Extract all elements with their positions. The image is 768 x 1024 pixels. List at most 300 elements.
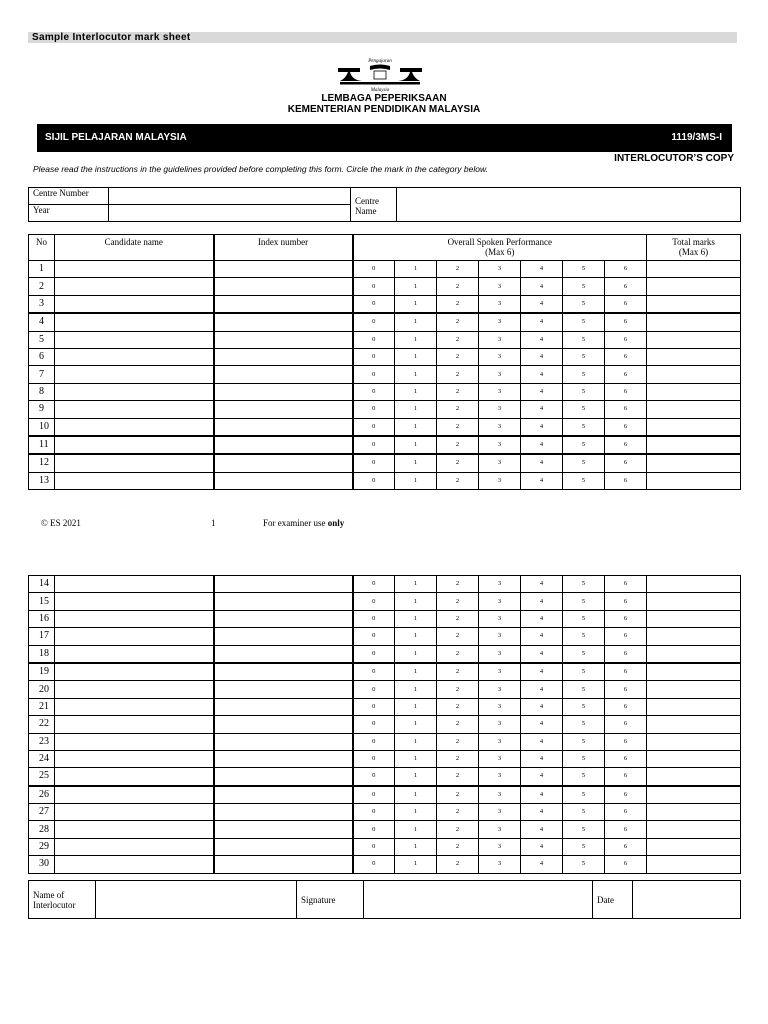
score-option[interactable]: 1 <box>395 348 437 365</box>
index-number-field[interactable] <box>214 628 353 645</box>
score-option[interactable]: 1 <box>395 628 437 645</box>
score-option[interactable]: 4 <box>521 733 563 750</box>
score-option[interactable]: 1 <box>395 698 437 715</box>
score-option[interactable]: 2 <box>437 366 479 383</box>
score-option[interactable]: 5 <box>563 645 605 663</box>
score-option[interactable]: 1 <box>395 366 437 383</box>
score-option[interactable]: 5 <box>563 663 605 681</box>
score-option[interactable]: 6 <box>605 295 647 313</box>
score-option[interactable]: 2 <box>437 576 479 593</box>
score-option[interactable]: 2 <box>437 838 479 855</box>
candidate-name-field[interactable] <box>55 436 214 454</box>
score-option[interactable]: 6 <box>605 472 647 489</box>
index-number-field[interactable] <box>214 576 353 593</box>
score-option[interactable]: 2 <box>437 821 479 838</box>
score-option[interactable]: 1 <box>395 856 437 873</box>
score-option[interactable]: 6 <box>605 366 647 383</box>
score-option[interactable]: 5 <box>563 331 605 348</box>
score-option[interactable]: 1 <box>395 383 437 400</box>
score-option[interactable]: 4 <box>521 804 563 821</box>
score-option[interactable]: 0 <box>353 698 395 715</box>
candidate-name-field[interactable] <box>55 698 214 715</box>
score-option[interactable]: 0 <box>353 750 395 767</box>
candidate-name-field[interactable] <box>55 768 214 786</box>
score-option[interactable]: 3 <box>479 331 521 348</box>
score-option[interactable]: 2 <box>437 768 479 786</box>
score-option[interactable]: 6 <box>605 383 647 400</box>
score-option[interactable]: 0 <box>353 313 395 331</box>
score-option[interactable]: 6 <box>605 436 647 454</box>
score-option[interactable]: 6 <box>605 804 647 821</box>
total-marks-field[interactable] <box>647 576 741 593</box>
score-option[interactable]: 4 <box>521 295 563 313</box>
score-option[interactable]: 0 <box>353 610 395 627</box>
index-number-field[interactable] <box>214 261 353 278</box>
candidate-name-field[interactable] <box>55 366 214 383</box>
score-option[interactable]: 1 <box>395 436 437 454</box>
score-option[interactable]: 3 <box>479 628 521 645</box>
score-option[interactable]: 2 <box>437 610 479 627</box>
total-marks-field[interactable] <box>647 821 741 838</box>
total-marks-field[interactable] <box>647 331 741 348</box>
score-option[interactable]: 3 <box>479 436 521 454</box>
score-option[interactable]: 4 <box>521 313 563 331</box>
score-option[interactable]: 5 <box>563 838 605 855</box>
score-option[interactable]: 3 <box>479 418 521 436</box>
score-option[interactable]: 6 <box>605 856 647 873</box>
score-option[interactable]: 6 <box>605 838 647 855</box>
total-marks-field[interactable] <box>647 261 741 278</box>
candidate-name-field[interactable] <box>55 856 214 873</box>
score-option[interactable]: 4 <box>521 856 563 873</box>
score-option[interactable]: 1 <box>395 716 437 733</box>
score-option[interactable]: 0 <box>353 804 395 821</box>
score-option[interactable]: 4 <box>521 383 563 400</box>
total-marks-field[interactable] <box>647 436 741 454</box>
score-option[interactable]: 0 <box>353 366 395 383</box>
score-option[interactable]: 5 <box>563 576 605 593</box>
index-number-field[interactable] <box>214 786 353 804</box>
total-marks-field[interactable] <box>647 401 741 418</box>
score-option[interactable]: 4 <box>521 401 563 418</box>
score-option[interactable]: 0 <box>353 733 395 750</box>
index-number-field[interactable] <box>214 716 353 733</box>
total-marks-field[interactable] <box>647 593 741 610</box>
candidate-name-field[interactable] <box>55 295 214 313</box>
total-marks-field[interactable] <box>647 838 741 855</box>
score-option[interactable]: 2 <box>437 313 479 331</box>
score-option[interactable]: 2 <box>437 261 479 278</box>
candidate-name-field[interactable] <box>55 838 214 855</box>
index-number-field[interactable] <box>214 856 353 873</box>
score-option[interactable]: 5 <box>563 383 605 400</box>
score-option[interactable]: 6 <box>605 645 647 663</box>
score-option[interactable]: 6 <box>605 261 647 278</box>
candidate-name-field[interactable] <box>55 750 214 767</box>
score-option[interactable]: 0 <box>353 856 395 873</box>
score-option[interactable]: 3 <box>479 366 521 383</box>
score-option[interactable]: 1 <box>395 593 437 610</box>
total-marks-field[interactable] <box>647 366 741 383</box>
index-number-field[interactable] <box>214 838 353 855</box>
candidate-name-field[interactable] <box>55 401 214 418</box>
score-option[interactable]: 3 <box>479 401 521 418</box>
score-option[interactable]: 4 <box>521 436 563 454</box>
score-option[interactable]: 2 <box>437 681 479 698</box>
score-option[interactable]: 6 <box>605 278 647 295</box>
score-option[interactable]: 4 <box>521 628 563 645</box>
score-option[interactable]: 6 <box>605 786 647 804</box>
centre-number-field[interactable] <box>109 188 351 205</box>
index-number-field[interactable] <box>214 804 353 821</box>
score-option[interactable]: 6 <box>605 698 647 715</box>
total-marks-field[interactable] <box>647 768 741 786</box>
score-option[interactable]: 1 <box>395 313 437 331</box>
score-option[interactable]: 2 <box>437 436 479 454</box>
score-option[interactable]: 5 <box>563 593 605 610</box>
score-option[interactable]: 1 <box>395 261 437 278</box>
total-marks-field[interactable] <box>647 804 741 821</box>
score-option[interactable]: 2 <box>437 401 479 418</box>
score-option[interactable]: 2 <box>437 733 479 750</box>
score-option[interactable]: 6 <box>605 348 647 365</box>
score-option[interactable]: 1 <box>395 295 437 313</box>
candidate-name-field[interactable] <box>55 733 214 750</box>
score-option[interactable]: 0 <box>353 278 395 295</box>
score-option[interactable]: 4 <box>521 348 563 365</box>
score-option[interactable]: 2 <box>437 698 479 715</box>
score-option[interactable]: 0 <box>353 645 395 663</box>
score-option[interactable]: 5 <box>563 628 605 645</box>
score-option[interactable]: 5 <box>563 348 605 365</box>
index-number-field[interactable] <box>214 645 353 663</box>
score-option[interactable]: 5 <box>563 278 605 295</box>
score-option[interactable]: 5 <box>563 436 605 454</box>
score-option[interactable]: 0 <box>353 348 395 365</box>
total-marks-field[interactable] <box>647 610 741 627</box>
total-marks-field[interactable] <box>647 663 741 681</box>
score-option[interactable]: 3 <box>479 768 521 786</box>
score-option[interactable]: 2 <box>437 418 479 436</box>
score-option[interactable]: 0 <box>353 768 395 786</box>
score-option[interactable]: 1 <box>395 838 437 855</box>
score-option[interactable]: 5 <box>563 295 605 313</box>
score-option[interactable]: 1 <box>395 418 437 436</box>
score-option[interactable]: 3 <box>479 786 521 804</box>
score-option[interactable]: 4 <box>521 838 563 855</box>
score-option[interactable]: 3 <box>479 804 521 821</box>
total-marks-field[interactable] <box>647 348 741 365</box>
score-option[interactable]: 5 <box>563 768 605 786</box>
index-number-field[interactable] <box>214 401 353 418</box>
score-option[interactable]: 6 <box>605 628 647 645</box>
index-number-field[interactable] <box>214 733 353 750</box>
score-option[interactable]: 4 <box>521 576 563 593</box>
score-option[interactable]: 0 <box>353 472 395 489</box>
total-marks-field[interactable] <box>647 295 741 313</box>
score-option[interactable]: 0 <box>353 295 395 313</box>
score-option[interactable]: 6 <box>605 681 647 698</box>
score-option[interactable]: 0 <box>353 401 395 418</box>
score-option[interactable]: 1 <box>395 733 437 750</box>
score-option[interactable]: 4 <box>521 768 563 786</box>
score-option[interactable]: 3 <box>479 663 521 681</box>
score-option[interactable]: 2 <box>437 804 479 821</box>
score-option[interactable]: 2 <box>437 645 479 663</box>
total-marks-field[interactable] <box>647 313 741 331</box>
candidate-name-field[interactable] <box>55 313 214 331</box>
score-option[interactable]: 6 <box>605 418 647 436</box>
score-option[interactable]: 4 <box>521 593 563 610</box>
score-option[interactable]: 3 <box>479 295 521 313</box>
score-option[interactable]: 2 <box>437 628 479 645</box>
score-option[interactable]: 3 <box>479 278 521 295</box>
candidate-name-field[interactable] <box>55 576 214 593</box>
index-number-field[interactable] <box>214 331 353 348</box>
candidate-name-field[interactable] <box>55 804 214 821</box>
interlocutor-name-field[interactable] <box>96 881 297 919</box>
total-marks-field[interactable] <box>647 645 741 663</box>
score-option[interactable]: 1 <box>395 645 437 663</box>
score-option[interactable]: 1 <box>395 663 437 681</box>
score-option[interactable]: 0 <box>353 681 395 698</box>
score-option[interactable]: 5 <box>563 472 605 489</box>
score-option[interactable]: 3 <box>479 821 521 838</box>
score-option[interactable]: 3 <box>479 348 521 365</box>
score-option[interactable]: 2 <box>437 295 479 313</box>
score-option[interactable]: 0 <box>353 261 395 278</box>
index-number-field[interactable] <box>214 821 353 838</box>
score-option[interactable]: 1 <box>395 576 437 593</box>
score-option[interactable]: 4 <box>521 681 563 698</box>
candidate-name-field[interactable] <box>55 628 214 645</box>
date-field[interactable] <box>633 881 741 919</box>
score-option[interactable]: 1 <box>395 401 437 418</box>
score-option[interactable]: 3 <box>479 383 521 400</box>
score-option[interactable]: 0 <box>353 383 395 400</box>
score-option[interactable]: 6 <box>605 401 647 418</box>
year-field[interactable] <box>109 205 351 222</box>
index-number-field[interactable] <box>214 681 353 698</box>
total-marks-field[interactable] <box>647 698 741 715</box>
score-option[interactable]: 5 <box>563 313 605 331</box>
score-option[interactable]: 3 <box>479 313 521 331</box>
total-marks-field[interactable] <box>647 418 741 436</box>
score-option[interactable]: 6 <box>605 716 647 733</box>
total-marks-field[interactable] <box>647 454 741 472</box>
score-option[interactable]: 0 <box>353 576 395 593</box>
score-option[interactable]: 3 <box>479 576 521 593</box>
score-option[interactable]: 6 <box>605 576 647 593</box>
score-option[interactable]: 1 <box>395 804 437 821</box>
score-option[interactable]: 4 <box>521 472 563 489</box>
score-option[interactable]: 5 <box>563 401 605 418</box>
candidate-name-field[interactable] <box>55 786 214 804</box>
total-marks-field[interactable] <box>647 786 741 804</box>
candidate-name-field[interactable] <box>55 454 214 472</box>
score-option[interactable]: 6 <box>605 821 647 838</box>
score-option[interactable]: 0 <box>353 663 395 681</box>
score-option[interactable]: 6 <box>605 768 647 786</box>
score-option[interactable]: 1 <box>395 472 437 489</box>
score-option[interactable]: 2 <box>437 454 479 472</box>
score-option[interactable]: 6 <box>605 313 647 331</box>
score-option[interactable]: 2 <box>437 383 479 400</box>
index-number-field[interactable] <box>214 593 353 610</box>
score-option[interactable]: 4 <box>521 454 563 472</box>
score-option[interactable]: 4 <box>521 278 563 295</box>
index-number-field[interactable] <box>214 436 353 454</box>
index-number-field[interactable] <box>214 313 353 331</box>
score-option[interactable]: 0 <box>353 331 395 348</box>
score-option[interactable]: 0 <box>353 786 395 804</box>
score-option[interactable]: 3 <box>479 856 521 873</box>
score-option[interactable]: 5 <box>563 261 605 278</box>
total-marks-field[interactable] <box>647 278 741 295</box>
index-number-field[interactable] <box>214 750 353 767</box>
score-option[interactable]: 3 <box>479 733 521 750</box>
score-option[interactable]: 4 <box>521 716 563 733</box>
score-option[interactable]: 1 <box>395 768 437 786</box>
index-number-field[interactable] <box>214 348 353 365</box>
score-option[interactable]: 6 <box>605 733 647 750</box>
score-option[interactable]: 2 <box>437 331 479 348</box>
score-option[interactable]: 3 <box>479 838 521 855</box>
score-option[interactable]: 1 <box>395 278 437 295</box>
score-option[interactable]: 5 <box>563 418 605 436</box>
candidate-name-field[interactable] <box>55 716 214 733</box>
score-option[interactable]: 2 <box>437 716 479 733</box>
score-option[interactable]: 3 <box>479 593 521 610</box>
index-number-field[interactable] <box>214 698 353 715</box>
score-option[interactable]: 2 <box>437 593 479 610</box>
candidate-name-field[interactable] <box>55 593 214 610</box>
score-option[interactable]: 2 <box>437 348 479 365</box>
index-number-field[interactable] <box>214 663 353 681</box>
score-option[interactable]: 5 <box>563 804 605 821</box>
score-option[interactable]: 0 <box>353 716 395 733</box>
candidate-name-field[interactable] <box>55 681 214 698</box>
score-option[interactable]: 0 <box>353 821 395 838</box>
index-number-field[interactable] <box>214 610 353 627</box>
index-number-field[interactable] <box>214 366 353 383</box>
score-option[interactable]: 1 <box>395 821 437 838</box>
total-marks-field[interactable] <box>647 681 741 698</box>
score-option[interactable]: 2 <box>437 278 479 295</box>
score-option[interactable]: 2 <box>437 472 479 489</box>
total-marks-field[interactable] <box>647 733 741 750</box>
score-option[interactable]: 0 <box>353 436 395 454</box>
index-number-field[interactable] <box>214 295 353 313</box>
score-option[interactable]: 2 <box>437 663 479 681</box>
score-option[interactable]: 2 <box>437 786 479 804</box>
score-option[interactable]: 5 <box>563 786 605 804</box>
index-number-field[interactable] <box>214 472 353 489</box>
total-marks-field[interactable] <box>647 716 741 733</box>
score-option[interactable]: 4 <box>521 331 563 348</box>
score-option[interactable]: 4 <box>521 786 563 804</box>
score-option[interactable]: 6 <box>605 610 647 627</box>
candidate-name-field[interactable] <box>55 278 214 295</box>
score-option[interactable]: 6 <box>605 454 647 472</box>
index-number-field[interactable] <box>214 768 353 786</box>
score-option[interactable]: 4 <box>521 366 563 383</box>
total-marks-field[interactable] <box>647 628 741 645</box>
total-marks-field[interactable] <box>647 856 741 873</box>
score-option[interactable]: 5 <box>563 610 605 627</box>
centre-name-field[interactable] <box>397 188 741 222</box>
score-option[interactable]: 3 <box>479 610 521 627</box>
score-option[interactable]: 5 <box>563 698 605 715</box>
score-option[interactable]: 5 <box>563 821 605 838</box>
score-option[interactable]: 3 <box>479 454 521 472</box>
candidate-name-field[interactable] <box>55 418 214 436</box>
score-option[interactable]: 3 <box>479 681 521 698</box>
candidate-name-field[interactable] <box>55 261 214 278</box>
score-option[interactable]: 6 <box>605 593 647 610</box>
score-option[interactable]: 2 <box>437 856 479 873</box>
score-option[interactable]: 4 <box>521 821 563 838</box>
candidate-name-field[interactable] <box>55 383 214 400</box>
score-option[interactable]: 0 <box>353 628 395 645</box>
index-number-field[interactable] <box>214 383 353 400</box>
score-option[interactable]: 5 <box>563 733 605 750</box>
candidate-name-field[interactable] <box>55 610 214 627</box>
score-option[interactable]: 6 <box>605 663 647 681</box>
score-option[interactable]: 1 <box>395 454 437 472</box>
total-marks-field[interactable] <box>647 750 741 767</box>
score-option[interactable]: 4 <box>521 261 563 278</box>
score-option[interactable]: 5 <box>563 856 605 873</box>
candidate-name-field[interactable] <box>55 645 214 663</box>
candidate-name-field[interactable] <box>55 821 214 838</box>
candidate-name-field[interactable] <box>55 348 214 365</box>
score-option[interactable]: 4 <box>521 750 563 767</box>
score-option[interactable]: 0 <box>353 838 395 855</box>
score-option[interactable]: 3 <box>479 698 521 715</box>
candidate-name-field[interactable] <box>55 331 214 348</box>
score-option[interactable]: 2 <box>437 750 479 767</box>
score-option[interactable]: 4 <box>521 663 563 681</box>
score-option[interactable]: 3 <box>479 261 521 278</box>
score-option[interactable]: 6 <box>605 750 647 767</box>
total-marks-field[interactable] <box>647 383 741 400</box>
candidate-name-field[interactable] <box>55 663 214 681</box>
score-option[interactable]: 1 <box>395 331 437 348</box>
index-number-field[interactable] <box>214 418 353 436</box>
score-option[interactable]: 1 <box>395 610 437 627</box>
index-number-field[interactable] <box>214 278 353 295</box>
index-number-field[interactable] <box>214 454 353 472</box>
score-option[interactable]: 6 <box>605 331 647 348</box>
score-option[interactable]: 5 <box>563 750 605 767</box>
score-option[interactable]: 4 <box>521 610 563 627</box>
score-option[interactable]: 0 <box>353 418 395 436</box>
score-option[interactable]: 3 <box>479 472 521 489</box>
signature-field[interactable] <box>364 881 593 919</box>
score-option[interactable]: 3 <box>479 645 521 663</box>
score-option[interactable]: 5 <box>563 366 605 383</box>
score-option[interactable]: 1 <box>395 681 437 698</box>
score-option[interactable]: 4 <box>521 645 563 663</box>
score-option[interactable]: 4 <box>521 698 563 715</box>
score-option[interactable]: 5 <box>563 716 605 733</box>
score-option[interactable]: 1 <box>395 786 437 804</box>
score-option[interactable]: 3 <box>479 716 521 733</box>
score-option[interactable]: 1 <box>395 750 437 767</box>
score-option[interactable]: 3 <box>479 750 521 767</box>
candidate-name-field[interactable] <box>55 472 214 489</box>
